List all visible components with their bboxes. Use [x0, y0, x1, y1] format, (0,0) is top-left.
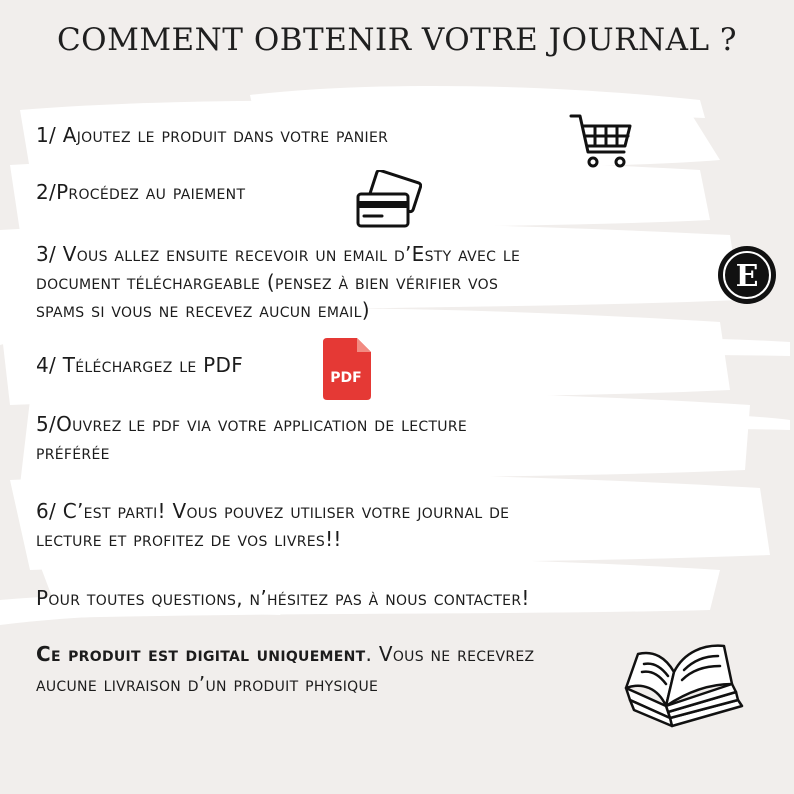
pdf-label: PDF: [330, 370, 362, 386]
step-1: 1/ Ajoutez le produit dans votre panier: [36, 123, 389, 147]
credit-card-icon: [354, 170, 422, 232]
step-5-line-1: 5/Ouvrez le pdf via votre application de lecture: [36, 412, 468, 436]
etsy-letter: E: [735, 259, 759, 294]
page-title: COMMENT OBTENIR VOTRE JOURNAL ?: [56, 22, 738, 58]
step-2: 2/Procédez au paiement: [36, 180, 246, 204]
step-6-line-1: 6/ C’est parti! Vous pouvez utiliser votre journal de: [36, 499, 510, 523]
step-6-line-2: lecture et profitez de vos livres!!: [36, 527, 342, 551]
shopping-cart-icon: [568, 112, 634, 172]
open-book-icon: [620, 640, 744, 732]
step-3-line-2: document téléchargeable (pensez à bien vérifier vos: [36, 270, 499, 294]
step-3-line-3: spams si vous ne recevez aucun email): [36, 298, 370, 322]
notice-rest: . Vous ne recevrez: [365, 642, 535, 666]
notice-line-1: [36, 640, 534, 668]
notice-line-2: aucune livraison d’un produit physique: [36, 672, 379, 696]
notice-bold: Ce produit est digital uniquement: [36, 642, 366, 666]
step-5-line-2: préférée: [36, 440, 110, 464]
step-3-line-1: 3/ Vous allez ensuite recevoir un email d’Esty avec le: [36, 242, 521, 266]
contact-line: Pour toutes questions, n’hésitez pas à nous contacter!: [36, 586, 530, 610]
etsy-logo-icon: [716, 244, 778, 306]
pdf-file-icon: [323, 338, 371, 400]
step-4: 4/ Téléchargez le PDF: [36, 353, 244, 377]
